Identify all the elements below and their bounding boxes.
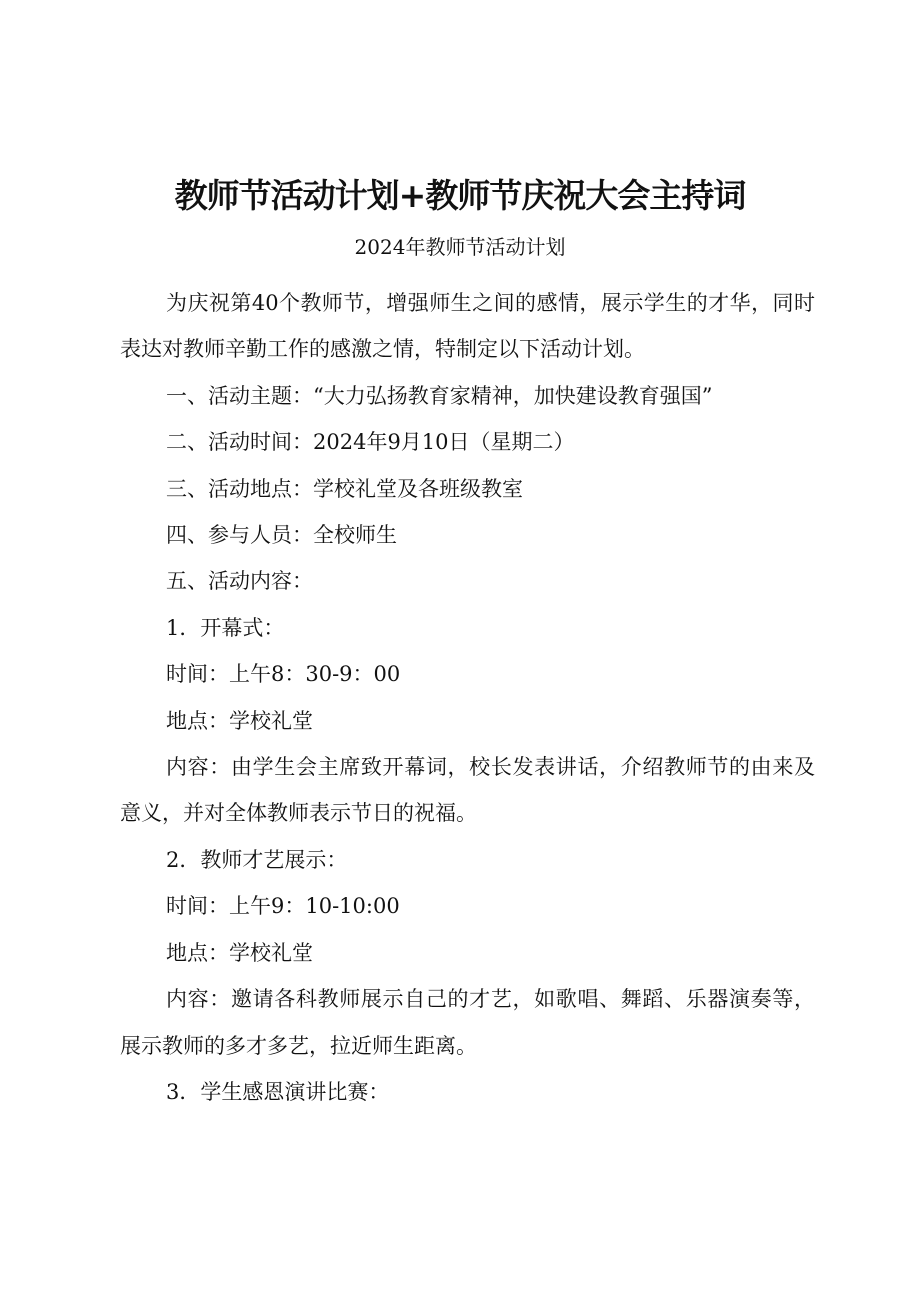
document-subtitle: 2024年教师节活动计划 [354,235,566,259]
time-line: 二、活动时间：2024年9月10日（星期二） [166,430,575,455]
item-time: 时间：上午9：10-10:00 [166,894,400,919]
item-heading: 2．教师才艺展示： [166,847,348,872]
item-time: 时间：上午8：30-9：00 [166,662,401,687]
item-heading: 3．学生感恩演讲比赛： [166,1079,390,1104]
location-line: 三、活动地点：学校礼堂及各班级教室 [166,476,523,501]
intro-paragraph: 为庆祝第40个教师节，增强师生之间的感情，展示学生的才华，同时表达对教师辛勤工作的感激之情，特制定以下活动计划。 [120,291,815,362]
item-heading: 1．开幕式： [166,615,285,640]
document-body [120,280,815,1115]
document-title: 教师节活动计划+教师节庆祝大会主持词 [174,176,746,215]
item-content: 内容：由学生会主席致开幕词，校长发表讲话，介绍教师节的由来及意义，并对全体教师表示节日的祝福。 [120,755,815,826]
theme-line: 一、活动主题：“大力弘扬教育家精神，加快建设教育强国” [166,383,713,408]
item-place: 地点：学校礼堂 [166,940,313,965]
item-place: 地点：学校礼堂 [166,708,313,733]
participants-line: 四、参与人员：全校师生 [166,523,397,548]
content-heading: 五、活动内容： [166,569,313,594]
item-content: 内容：邀请各科教师展示自己的才艺，如歌唱、舞蹈、乐器演奏等，展示教师的多才多艺，拉近师生距离。 [120,987,815,1058]
